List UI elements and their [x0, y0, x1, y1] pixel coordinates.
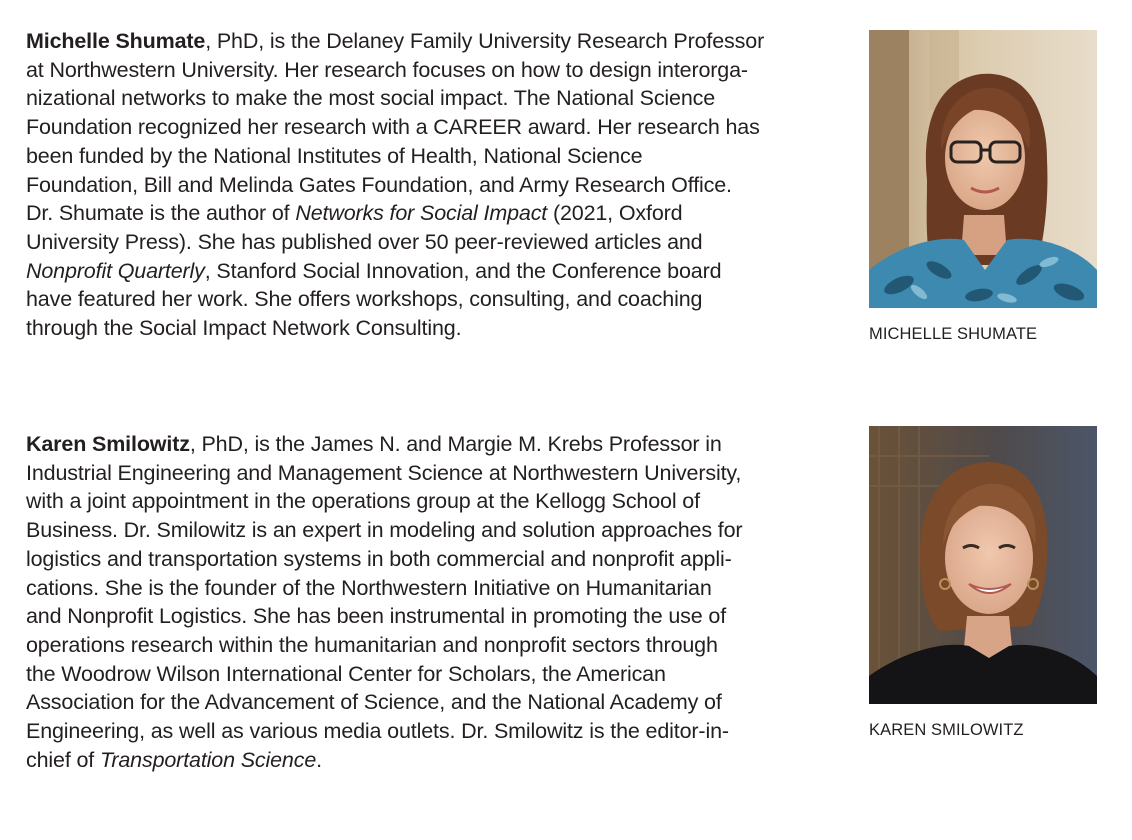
bio-text-segment: , PhD, is the James N. and Margie M. Krebs Professor in	[189, 432, 722, 456]
bio-text-segment: cations. She is the founder of the Northwestern Initiative on Humanitarian	[26, 575, 712, 600]
portrait-photo-michelle-shumate	[869, 30, 1097, 308]
bio-text-segment: Engineering, as well as various media outlets. Dr. Smilowitz is the editor-in-	[26, 719, 729, 744]
bio-text-segment: Business. Dr. Smilowitz is an expert in modeling and solution approaches for	[26, 518, 743, 543]
bio-line	[26, 631, 796, 660]
bio-text-segment: Dr. Shumate is the author of	[26, 201, 296, 226]
bio-line	[26, 113, 796, 142]
bio-text-segment: Foundation recognized her research with a CAREER award. Her research has	[26, 115, 760, 140]
bio-line	[26, 84, 796, 113]
bio-text-segment: through the Social Impact Network Consulting.	[26, 316, 462, 341]
italic-title: Networks for Social Impact	[295, 201, 548, 226]
italic-title: Transportation Science	[99, 747, 317, 772]
bio-line	[26, 602, 796, 631]
bio-line	[26, 142, 796, 171]
bio-line	[26, 545, 796, 574]
bio-text-michelle-shumate	[26, 27, 796, 343]
portrait-image	[869, 426, 1097, 704]
photo-caption: KAREN SMILOWITZ	[869, 721, 1024, 739]
bio-line	[26, 660, 796, 689]
bio-text-segment: at Northwestern University. Her research focuses on how to design interorga-	[26, 57, 748, 82]
bio-line	[26, 717, 796, 746]
bio-line	[26, 228, 796, 257]
bio-text-segment: the Woodrow Wilson International Center for Scholars, the American	[26, 661, 666, 686]
bio-text-segment: logistics and transportation systems in both commercial and nonprofit appli-	[26, 546, 732, 571]
bio-text-segment: , PhD, is the Delaney Family University Research Professor	[205, 29, 765, 53]
portrait-photo-karen-smilowitz	[869, 426, 1097, 704]
bio-line	[26, 574, 796, 603]
portrait-image	[869, 30, 1097, 308]
bio-line	[26, 314, 796, 343]
bio-line	[26, 430, 796, 459]
bio-line	[26, 199, 796, 228]
bio-line	[26, 688, 796, 717]
bio-line	[26, 56, 796, 85]
bio-line	[26, 746, 796, 775]
bio-text-segment: with a joint appointment in the operations group at the Kellogg School of	[26, 489, 700, 514]
bio-line	[26, 516, 796, 545]
photo-caption: MICHELLE SHUMATE	[869, 325, 1038, 343]
bio-text-segment: .	[316, 747, 322, 772]
bio-line	[26, 459, 796, 488]
bio-text-segment: operations research within the humanitarian and nonprofit sectors through	[26, 632, 718, 657]
bio-line	[26, 171, 796, 200]
bio-text-segment: Industrial Engineering and Management Science at Northwestern University,	[26, 460, 742, 485]
bio-line	[26, 285, 796, 314]
author-name: Karen Smilowitz	[26, 432, 190, 456]
bio-line	[26, 27, 796, 56]
bio-text-karen-smilowitz	[26, 430, 796, 774]
bio-line	[26, 487, 796, 516]
bio-text-segment: Association for the Advancement of Science, and the National Academy of	[26, 690, 722, 715]
bio-text-segment: Foundation, Bill and Melinda Gates Foundation, and Army Research Office.	[26, 172, 732, 197]
bio-text-segment: nizational networks to make the most social impact. The National Science	[26, 86, 716, 111]
bio-text-segment: University Press). She has published over 50 peer-reviewed articles and	[26, 229, 703, 254]
bio-text-segment: and Nonprofit Logistics. She has been instrumental in promoting the use of	[26, 604, 727, 629]
author-name: Michelle Shumate	[26, 29, 206, 53]
bio-text-segment: , Stanford Social Innovation, and the Conference board	[204, 258, 722, 283]
bio-line	[26, 257, 796, 286]
italic-title: Nonprofit Quarterly	[26, 258, 205, 283]
bio-text-segment: chief of	[26, 747, 100, 772]
bio-text-segment: (2021, Oxford	[547, 201, 683, 226]
bio-text-segment: have featured her work. She offers workshops, consulting, and coaching	[26, 287, 703, 312]
bio-text-segment: been funded by the National Institutes of Health, National Science	[26, 143, 643, 168]
